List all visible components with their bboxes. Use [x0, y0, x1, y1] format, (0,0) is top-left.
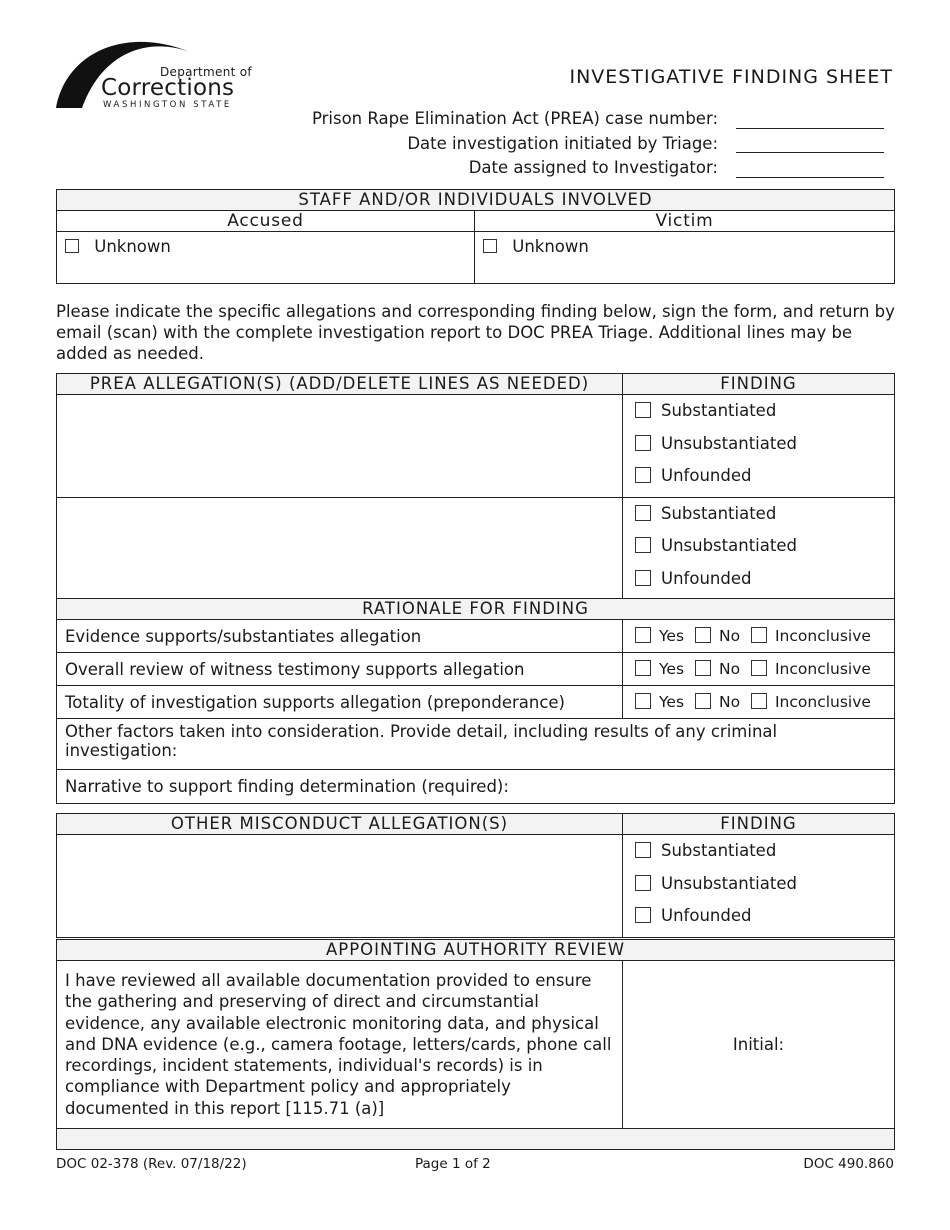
- rationale-row-witness: Overall review of witness testimony supports allegation: [57, 653, 623, 686]
- prea-finding-options-2: [623, 497, 895, 600]
- rationale-section-title: RATIONALE FOR FINDING: [57, 599, 895, 620]
- accused-unknown-label: Unknown: [94, 237, 171, 256]
- investigator-date-label: Date assigned to Investigator:: [468, 158, 718, 177]
- form-title: INVESTIGATIVE FINDING SHEET: [569, 66, 893, 88]
- misconduct-section-title: OTHER MISCONDUCT ALLEGATION(S): [57, 814, 623, 835]
- unsubstantiated-label: Unsubstantiated: [661, 536, 797, 555]
- rationale-row-evidence: Evidence supports/substantiates allegation: [57, 620, 623, 653]
- logo-corrections-text: Corrections: [101, 75, 235, 101]
- yes-label: Yes: [659, 627, 685, 645]
- victim-cell[interactable]: [475, 232, 895, 284]
- substantiated-label: Substantiated: [661, 401, 777, 420]
- inconclusive-checkbox[interactable]: [751, 660, 767, 676]
- department-logo: [56, 34, 252, 110]
- triage-date-field[interactable]: [736, 152, 884, 153]
- prea-allegation-input-2[interactable]: [57, 497, 623, 600]
- inconclusive-checkbox[interactable]: [751, 627, 767, 643]
- footer-page-number: Page 1 of 2: [415, 1156, 491, 1172]
- instructions-text: Please indicate the specific allegations and corresponding finding below, sign the form, and return by email (scan) with the complete investigation report to DOC PREA Triage. Additional lines may be added as needed.: [56, 302, 895, 363]
- no-checkbox[interactable]: [695, 693, 711, 709]
- authority-section-title: APPOINTING AUTHORITY REVIEW: [57, 940, 895, 961]
- misconduct-table: [56, 813, 895, 938]
- inconclusive-checkbox[interactable]: [751, 693, 767, 709]
- substantiated-checkbox[interactable]: [635, 402, 651, 418]
- prea-allegation-input-1[interactable]: [57, 395, 623, 498]
- no-label: No: [718, 660, 741, 678]
- prea-section-title: PREA ALLEGATION(S) (ADD/DELETE LINES AS NEEDED): [57, 374, 623, 395]
- prea-finding-options-1: [623, 395, 895, 498]
- rationale-options-evidence: [623, 620, 895, 653]
- rationale-row-totality: Totality of investigation supports allegation (preponderance): [57, 686, 623, 719]
- misconduct-allegation-input[interactable]: [57, 835, 623, 938]
- unsubstantiated-label: Unsubstantiated: [661, 873, 797, 893]
- inconclusive-label: Inconclusive: [774, 660, 871, 678]
- logo-state-text: WASHINGTON STATE: [103, 100, 232, 110]
- unfounded-label: Unfounded: [661, 906, 752, 925]
- triage-date-label: Date investigation initiated by Triage:: [407, 134, 718, 153]
- no-label: No: [718, 627, 741, 645]
- unsubstantiated-checkbox[interactable]: [635, 537, 651, 553]
- logo-department-text: Department of: [160, 65, 252, 79]
- authority-statement: I have reviewed all available documentation provided to ensure the gathering and preserving of direct and circumstantial evidence, any available electronic monitoring data, and physical and DNA evidence (e.g., camera footage, letters/cards, phone call recordings, incident statements, individual's records) is in compliance with Department policy and appropriately documented in this report [115.71 (a)]: [57, 961, 623, 1129]
- other-factors-field[interactable]: Other factors taken into consideration. Provide detail, including results of any criminal investigation:: [57, 719, 895, 770]
- no-checkbox[interactable]: [695, 660, 711, 676]
- authority-footer-row: [57, 1129, 895, 1150]
- unsubstantiated-label: Unsubstantiated: [661, 433, 797, 453]
- misconduct-finding-options: [623, 835, 895, 938]
- case-number-field[interactable]: [736, 128, 884, 129]
- unfounded-checkbox[interactable]: [635, 907, 651, 923]
- accused-unknown-checkbox[interactable]: [65, 239, 79, 253]
- substantiated-label: Substantiated: [661, 841, 777, 860]
- no-label: No: [718, 693, 741, 711]
- unfounded-label: Unfounded: [661, 568, 752, 588]
- yes-checkbox[interactable]: [635, 660, 651, 676]
- substantiated-checkbox[interactable]: [635, 842, 651, 858]
- victim-unknown-checkbox[interactable]: [483, 239, 497, 253]
- yes-checkbox[interactable]: [635, 693, 651, 709]
- investigator-date-field[interactable]: [736, 177, 884, 178]
- inconclusive-label: Inconclusive: [774, 627, 871, 645]
- unfounded-label: Unfounded: [661, 466, 752, 485]
- accused-cell[interactable]: [57, 232, 475, 284]
- accused-header: Accused: [57, 211, 475, 232]
- initial-label: Initial:: [732, 1035, 785, 1054]
- victim-unknown-label: Unknown: [512, 237, 589, 256]
- victim-header: Victim: [475, 211, 895, 232]
- prea-allegations-table: [56, 373, 895, 600]
- case-number-label: Prison Rape Elimination Act (PREA) case number:: [311, 109, 718, 128]
- substantiated-checkbox[interactable]: [635, 505, 651, 521]
- prea-finding-title: FINDING: [623, 374, 895, 395]
- yes-checkbox[interactable]: [635, 627, 651, 643]
- footer-form-number: DOC 02-378 (Rev. 07/18/22): [56, 1156, 247, 1172]
- initial-field[interactable]: [623, 961, 895, 1129]
- unsubstantiated-checkbox[interactable]: [635, 435, 651, 451]
- yes-label: Yes: [659, 693, 685, 711]
- rationale-table: [56, 598, 895, 804]
- staff-section-title: STAFF AND/OR INDIVIDUALS INVOLVED: [57, 190, 895, 211]
- rationale-options-witness: [623, 653, 895, 686]
- misconduct-finding-title: FINDING: [623, 814, 895, 835]
- yes-label: Yes: [659, 660, 685, 678]
- inconclusive-label: Inconclusive: [774, 693, 871, 711]
- authority-review-table: [56, 939, 895, 1150]
- no-checkbox[interactable]: [695, 627, 711, 643]
- rationale-options-totality: [623, 686, 895, 719]
- substantiated-label: Substantiated: [661, 503, 777, 523]
- unfounded-checkbox[interactable]: [635, 467, 651, 483]
- unsubstantiated-checkbox[interactable]: [635, 875, 651, 891]
- unfounded-checkbox[interactable]: [635, 570, 651, 586]
- footer-doc-number: DOC 490.860: [803, 1156, 894, 1172]
- narrative-field[interactable]: Narrative to support finding determination (required):: [57, 770, 895, 804]
- staff-involved-table: [56, 189, 895, 284]
